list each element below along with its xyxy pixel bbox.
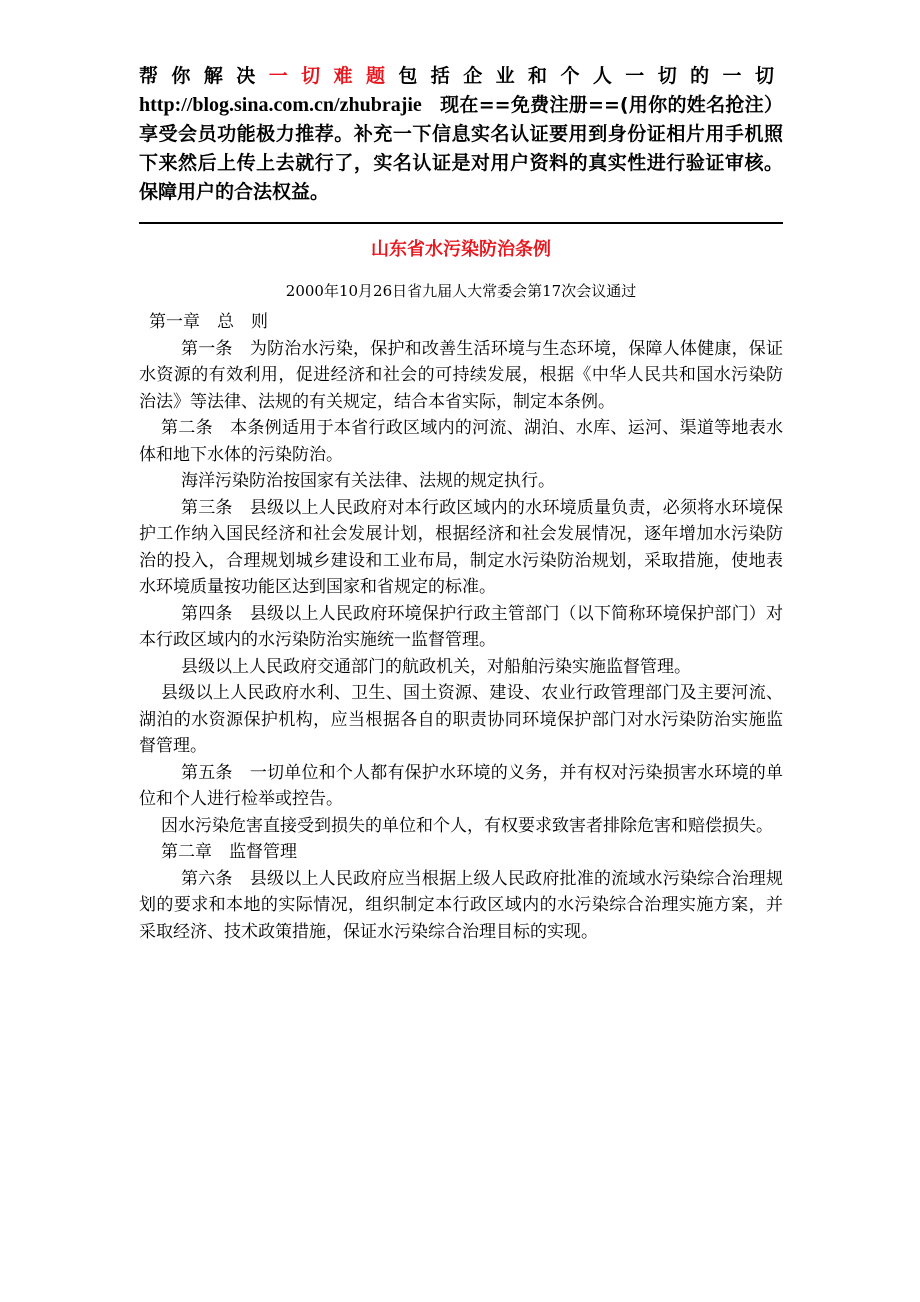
divider <box>139 222 783 224</box>
document-subtitle: 2000年10月26日省九届人大常委会第17次会议通过 <box>285 282 637 300</box>
chapter-heading: 第一章 总 则 <box>149 312 268 332</box>
document-body <box>139 309 783 945</box>
article-paragraph: 第六条 县级以上人民政府应当根据上级人民政府批准的流域水污染综合治理规划的要求和本地的实际情况，组织制定本行政区域内的水污染综合治理实施方案，并采取经济、技术政策措施，保证水污染综合治理目标的实现。 <box>139 868 783 942</box>
article-paragraph: 第一条 为防治水污染，保护和改善生活环境与生态环境，保障人体健康，保证水资源的有效利用，促进经济和社会的可持续发展，根据《中华人民共和国水污染防治法》等法律、法规的有关规定，结合本省实际，制定本条例。 <box>139 338 783 412</box>
banner-body: 现在==免费注册==(用你的姓名抢注）享受会员功能极力推荐。补充一下信息实名认证要用到身份证相片用手机照下来然后上传上去就行了，实名认证是对用户资料的真实性进行验证审核。保障用户的合法权益。 <box>139 94 783 203</box>
document-title: 山东省水污染防治条例 <box>371 239 551 260</box>
article-paragraph: 海洋污染防治按国家有关法律、法规的规定执行。 <box>181 471 555 491</box>
document-page <box>139 62 783 945</box>
article-paragraph: 第四条 县级以上人民政府环境保护行政主管部门（以下简称环境保护部门）对本行政区域内的水污染防治实施统一监督管理。 <box>139 603 783 650</box>
article-paragraph: 第五条 一切单位和个人都有保护水环境的义务，并有权对污染损害水环境的单位和个人进行检举或控告。 <box>139 762 783 809</box>
article-paragraph: 因水污染危害直接受到损失的单位和个人，有权要求致害者排除危害和赔偿损失。 <box>161 815 773 836</box>
article-paragraph: 第三条 县级以上人民政府对本行政区域内的水环境质量负责，必须将水环境保护工作纳入国民经济和社会发展计划，根据经济和社会发展情况，逐年增加水污染防治的投入，合理规划城乡建设和工业布局，制定水污染防治规划，采取措施，使地表水环境质量按功能区达到国家和省规定的标准。 <box>139 497 783 597</box>
banner-text-lead: 帮你解决 <box>139 65 269 87</box>
chapter-heading: 第二章 监督管理 <box>161 842 297 862</box>
article-paragraph: 第二条 本条例适用于本省行政区域内的河流、湖泊、水库、运河、渠道等地表水体和地下水体的污染防治。 <box>139 418 783 465</box>
banner-text-tail: 包括企业和个人一切的一切 <box>398 65 783 87</box>
article-paragraph: 县级以上人民政府交通部门的航政机关，对船舶污染实施监督管理。 <box>181 656 691 677</box>
promo-banner <box>139 62 783 207</box>
banner-highlight: 一切难题 <box>268 65 399 87</box>
blog-link[interactable]: http://blog.sina.com.cn/zhubrajie <box>139 94 422 116</box>
article-paragraph: 县级以上人民政府水利、卫生、国土资源、建设、农业行政管理部门及主要河流、湖泊的水资源保护机构，应当根据各自的职责协同环境保护部门对水污染防治实施监督管理。 <box>139 683 783 756</box>
